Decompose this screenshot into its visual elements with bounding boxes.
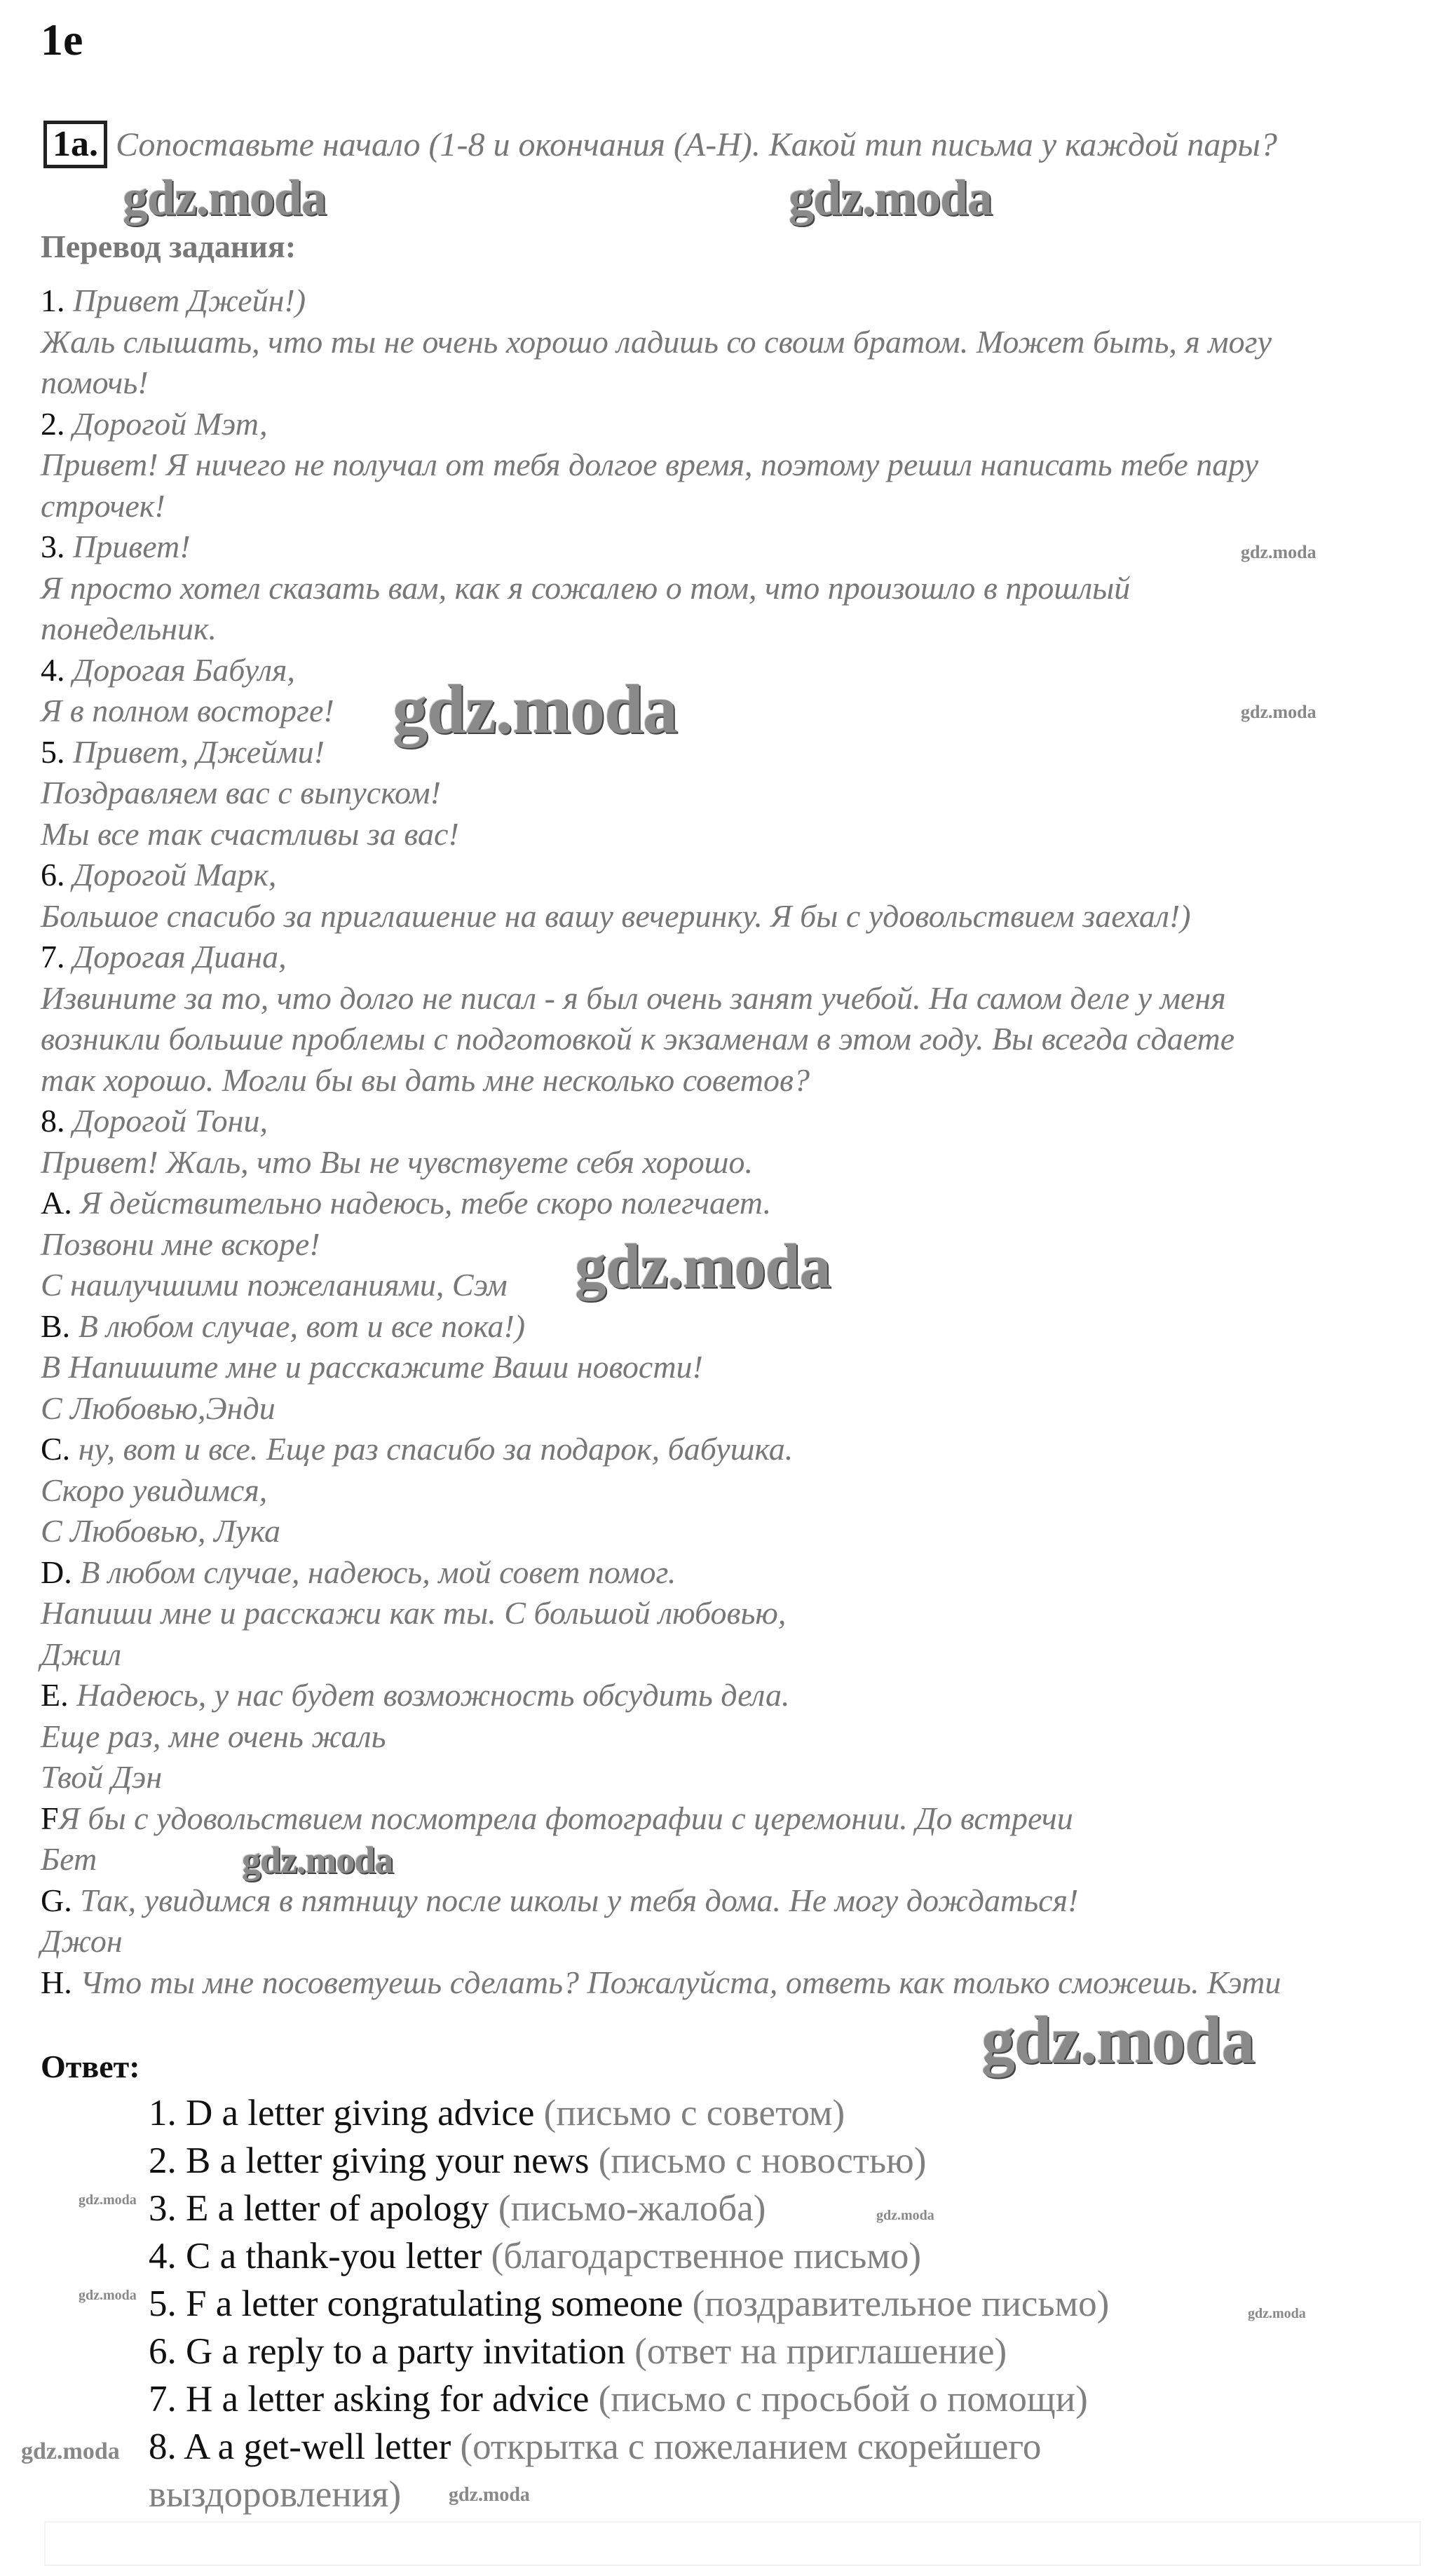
item-label: 8. [41,1103,65,1139]
answer-english: 3. E a letter of apology [149,2188,489,2229]
translation-heading: Перевод задания: [41,229,297,264]
item-label: 4. [41,651,65,688]
item-text: Напиши мне и расскажи как ты. С большой любовью, [41,1595,787,1631]
section-number: 1e [41,15,83,65]
item-text: Я в полном восторге! [41,693,334,728]
item-text: ну, вот и все. Еще раз спасибо за подарок, бабушка. [78,1431,794,1467]
text-line [41,1388,275,1430]
answer-item [149,2471,401,2518]
watermark: gdz.moda [449,2484,530,2506]
item-text: Жаль слышать, что ты не очень хорошо ладишь со своим братом. Может быть, я могу [41,323,1272,360]
text-line [41,1921,123,1962]
answer-russian: (поздравительное письмо) [692,2283,1110,2324]
item-label: F [41,1800,59,1836]
item-label: 3. [41,529,65,564]
answer-item [149,2328,1007,2375]
item-text: Надеюсь, у нас будет возможность обсудить дела. [76,1677,790,1713]
answer-english: 8. A a get-well letter [149,2426,451,2467]
text-line [41,362,149,404]
answer-russian: выздоровления) [149,2474,402,2515]
text-line [41,691,334,732]
text-line [41,1224,320,1265]
text-line [41,1142,753,1183]
text-line [41,1593,786,1634]
text-line [41,444,1258,486]
text-line [41,896,1191,937]
text-line [41,1183,771,1224]
empty-content-box [44,2521,1421,2566]
watermark: gdz.moda [876,2208,934,2223]
answer-list [149,2089,1109,2518]
item-text: Позвони мне вскоре! [41,1226,320,1262]
text-line [41,1101,268,1142]
item-label: E. [41,1677,69,1713]
watermark: gdz.moda [21,2438,120,2464]
text-line [41,773,441,814]
item-text: Твой Дэн [41,1759,163,1795]
item-text: Дорогой Мэт, [73,405,268,442]
text-line [41,1347,703,1388]
item-text: строчек! [41,487,165,524]
answer-english: 5. F a letter congratulating someone [149,2283,683,2324]
item-text: В любом случае, надеюсь, мой совет помог. [80,1554,676,1590]
item-text: Мы все так счастливы за вас! [41,815,459,852]
text-line [41,486,165,527]
item-text: С Любовью,Энди [41,1390,275,1426]
item-text: Поздравляем вас с выпуском! [41,775,441,810]
text-line [41,280,306,322]
item-text: Дорогой Марк, [73,857,277,892]
text-line [41,1962,1281,2004]
item-text: Джон [41,1923,123,1959]
text-line [41,322,1272,363]
item-label: 6. [41,857,65,892]
text-line [41,1798,1073,1840]
watermark: gdz.moda [1248,2306,1306,2321]
text-line [41,1757,162,1798]
item-text: В любом случае, вот и все пока!) [78,1308,526,1344]
answer-russian: (письмо с новостью) [598,2140,927,2181]
answer-russian: (письмо-жалоба) [498,2188,766,2229]
item-text: Привет! Жаль, что Вы не чувствуете себя хорошо. [41,1143,753,1180]
answer-english: 2. B a letter giving your news [149,2140,590,2181]
watermark: gdz.moda [242,1839,393,1881]
item-text: Я просто хотел сказать вам, как я сожалею о том, что произошло в прошлый [41,569,1131,606]
watermark: gdz.moda [393,670,677,748]
item-text: Я бы с удовольствием посмотрела фотографии с церемонии. До встречи [58,1800,1073,1836]
answer-item [149,2423,1041,2471]
translation-text [41,280,1281,2003]
answer-russian: (письмо с просьбой о помощи) [598,2379,1088,2419]
text-line [41,404,268,445]
answer-item [149,2375,1088,2423]
watermark: gdz.moda [575,1232,831,1301]
text-line [41,609,217,650]
text-line [41,650,295,691]
text-line [41,1634,121,1676]
item-text: Дорогая Бабуля, [73,651,295,688]
answer-english: 1. D a letter giving advice [149,2093,535,2133]
item-label: G. [41,1882,72,1918]
text-line [41,732,325,773]
task-number-badge: 1a. [43,121,107,168]
watermark: gdz.moda [1241,702,1316,722]
watermark: gdz.moda [123,170,327,226]
item-text: В Напишите мне и расскажите Ваши новости! [41,1349,703,1385]
item-text: С наилучшими пожеланиями, Сэм [41,1267,508,1303]
text-line [41,1019,1234,1060]
answer-russian: (благодарственное письмо) [491,2236,921,2276]
item-label: C. [41,1431,71,1467]
text-line [41,1880,1078,1922]
answer-russian: (ответ на приглашение) [634,2331,1007,2372]
item-text: Привет! Я ничего не получал от тебя долгое время, поэтому решил написать тебе пару [41,447,1259,482]
answer-russian: (открытка с пожеланием скорейшего [460,2426,1042,2467]
watermark: gdz.moda [79,2288,137,2303]
item-text: Дорогой Тони, [73,1103,268,1139]
item-text: понедельник. [41,611,217,646]
item-text: Дорогая Диана, [73,939,287,975]
text-line [41,1060,810,1101]
item-text: Так, увидимся в пятницу после школы у тебя дома. Не могу дождаться! [80,1882,1079,1918]
item-text: С Любовью, Лука [41,1513,280,1549]
item-text: Еще раз, мне очень жаль [41,1718,386,1754]
watermark: gdz.moda [79,2192,137,2208]
text-line [41,1306,525,1348]
item-text: Привет, Джейми! [73,733,325,770]
item-label: H. [41,1964,72,2000]
text-line [41,937,287,978]
item-text: Я действительно надеюсь, тебе скоро полегчает. [80,1185,772,1221]
item-text: Привет Джейн!) [73,283,306,318]
text-line [41,527,191,568]
item-label: 1. [41,283,65,318]
task-header [43,121,1277,168]
item-text: Скоро увидимся, [41,1472,268,1508]
answer-item [149,2185,766,2232]
item-label: 7. [41,939,65,975]
text-line [41,1470,267,1512]
item-text: Привет! [73,529,191,564]
watermark: gdz.moda [789,170,993,226]
text-line [41,1511,280,1552]
answer-item [149,2232,921,2280]
text-line [41,1265,508,1306]
text-line [41,1429,793,1470]
text-line [41,1552,676,1594]
item-text: Джил [41,1636,122,1672]
item-label: 2. [41,405,65,442]
watermark: gdz.moda [981,2002,1255,2077]
text-line [41,1716,386,1758]
answer-english: 6. G a reply to a party invitation [149,2331,625,2372]
item-label: D. [41,1554,72,1590]
text-line [41,568,1130,609]
answer-item [149,2280,1109,2328]
item-text: так хорошо. Могли бы вы дать мне несколько советов? [41,1061,810,1098]
item-text: Извините за то, что долго не писал - я был очень занят учебой. На самом деле у меня [41,979,1226,1016]
text-line [41,978,1226,1019]
item-text: помочь! [41,365,149,400]
item-text: Что ты мне посоветуешь сделать? Пожалуйста, ответь как только сможешь. Кэти [80,1964,1281,2000]
answer-item [149,2137,926,2185]
answer-english: 7. H a letter asking for advice [149,2379,590,2419]
text-line [41,855,276,896]
item-text: Бет [41,1841,97,1877]
answer-item [149,2089,845,2137]
item-label: 5. [41,733,65,770]
watermark: gdz.moda [1241,542,1316,562]
answer-russian: (письмо с советом) [543,2093,845,2133]
text-line [41,1839,97,1880]
answer-english: 4. C a thank-you letter [149,2236,482,2276]
text-line [41,1675,789,1716]
item-label: A. [41,1185,72,1221]
text-line [41,814,459,855]
answer-heading: Ответ: [41,2049,140,2084]
item-label: B. [41,1308,71,1344]
item-text: Большое спасибо за приглашение на вашу вечеринку. Я бы с удовольствием заехал!) [41,897,1191,934]
item-text: возникли большие проблемы с подготовкой к экзаменам в этом году. Вы всегда сдаете [41,1021,1235,1057]
task-instruction: Сопоставьте начало (1-8 и окончания (A-H). Какой тип письма у каждой пары? [116,125,1277,163]
